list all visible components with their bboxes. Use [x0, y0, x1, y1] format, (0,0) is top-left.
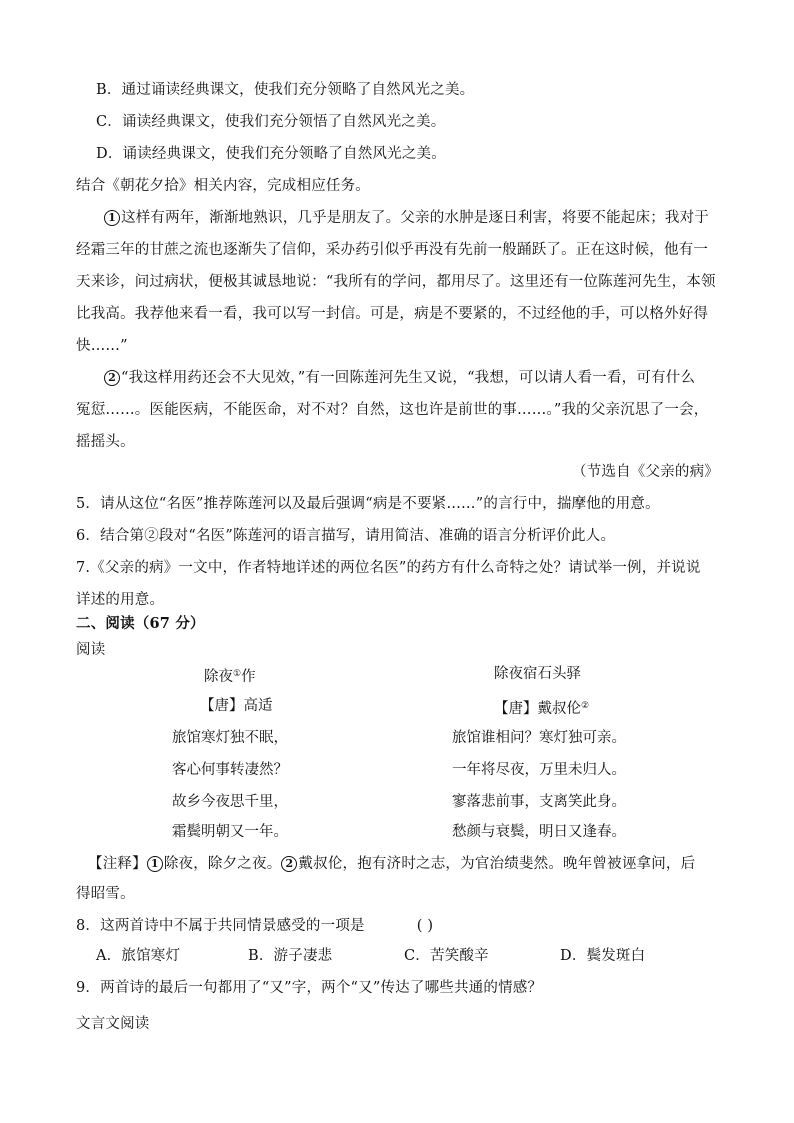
question-5: 5．请从这位“名医”推荐陈莲河以及最后强调“病是不要紧……”的言行中，揣摩他的用意。 [76, 496, 660, 512]
q8-option-d: D．鬓发斑白 [560, 948, 646, 964]
passage-p1-line5: 快……” [76, 338, 128, 354]
option-c: C．诵读经典课文，使我们充分领悟了自然风光之美。 [96, 114, 446, 130]
question-7-line1: 7.《父亲的病》一文中，作者特地详述的两位名医”的药方有什么奇特之处？请试举一例，并说说 [76, 560, 701, 576]
task-intro: 结合《朝花夕拾》相关内容，完成相应任务。 [76, 178, 370, 194]
poem2-line1: 旅馆谁相问？寒灯独可亲。 [452, 730, 626, 746]
option-b: B．通过诵读经典课文，使我们充分领略了自然风光之美。 [96, 82, 475, 98]
reading-label: 阅读 [76, 642, 106, 658]
poem1-title: 除夜①作 [204, 669, 256, 685]
note-marker-2: 2 [281, 856, 297, 872]
section-2-title: 二、阅读（67 分） [76, 615, 205, 632]
poem2-note-marker: ② [581, 701, 590, 711]
passage-p1-line4: 比我高。我荐他来看一看，我可以写一封信。可是，病是不要紧的，不过经他的手，可以格外好得 [76, 306, 709, 322]
passage-p2-line3: 摇摇头。 [76, 434, 135, 450]
poem2-author: 【唐】戴叔伦② [494, 701, 590, 717]
question-7-line2: 详述的用意。 [76, 592, 165, 608]
passage-p1-line3: 天来诊，问过病状，便极其诚恳地说：“我所有的学问，都用尽了。这里还有一位陈莲河先生，本领 [76, 274, 716, 290]
poem2-line3: 寥落悲前事，支离笑此身。 [452, 794, 626, 810]
poem2-line4: 愁颜与衰鬓，明日又逢春。 [452, 824, 626, 840]
classical-reading-label: 文言文阅读 [76, 1016, 150, 1032]
question-6: 6．结合第②段对“名医”陈莲河的语言描写，请用简洁、准确的语言分析评价此人。 [76, 528, 616, 544]
passage-p2-line1: 2 “我这样用药还会不大见效，”有一回陈莲河先生又说，“我想，可以请人看一看，可有什么 [104, 368, 695, 388]
poem2-line2: 一年将尽夜，万里未归人。 [452, 762, 626, 778]
notes-line2: 得昭雪。 [76, 886, 135, 902]
q8-option-b: B．游子凄悲 [248, 948, 333, 964]
q8-option-c: C．苦笑酸辛 [404, 948, 489, 964]
poem1-line4: 霜鬓明朝又一年。 [172, 824, 288, 840]
paragraph-marker-2: 2 [104, 370, 120, 386]
passage-p2-line2: 冤愆……。医能医病，不能医命，对不对？自然，这也许是前世的事……。”我的父亲沉思了一会， [76, 402, 709, 418]
answer-paren: ( ) [416, 918, 434, 934]
paragraph-marker-1: 1 [104, 210, 120, 226]
passage-p1-line1: 1 这样有两年，渐渐地熟识，几乎是朋友了。父亲的水肿是逐日利害，将要不能起床；我对于 [104, 208, 709, 228]
poem1-line2: 客心何事转凄然？ [172, 762, 288, 778]
notes-line1: 【注释】 1 除夜，除夕之夜。 2 戴叔伦，抱有济时之志，为官治绩斐然。晚年曾被诬拿问，后 [88, 856, 696, 872]
passage-p1-line2: 经霜三年的甘蔗之流也逐渐失了信仰，采办药引似乎再没有先前一般踊跃了。正在这时候，他有一 [76, 242, 709, 258]
note-marker-1: 1 [147, 856, 163, 872]
option-d: D．诵读经典课文，使我们充分领略了自然风光之美。 [96, 146, 446, 162]
poem1-line1: 旅馆寒灯独不眠， [172, 730, 288, 746]
question-9: 9．两首诗的最后一句都用了“又”字，两个“又”传达了哪些共通的情感？ [76, 980, 543, 996]
poem1-line3: 故乡今夜思千里， [172, 794, 288, 810]
question-8: 8．这两首诗中不属于共同情景感受的一项是 ( ) [76, 918, 434, 934]
poem2-title: 除夜宿石头驿 [494, 666, 581, 682]
poem1-author: 【唐】高适 [200, 698, 273, 714]
passage-source: （节选自《父亲的病》 [572, 464, 719, 480]
q8-option-a: A．旅馆寒灯 [96, 948, 181, 964]
poem1-note-marker: ① [233, 669, 242, 679]
